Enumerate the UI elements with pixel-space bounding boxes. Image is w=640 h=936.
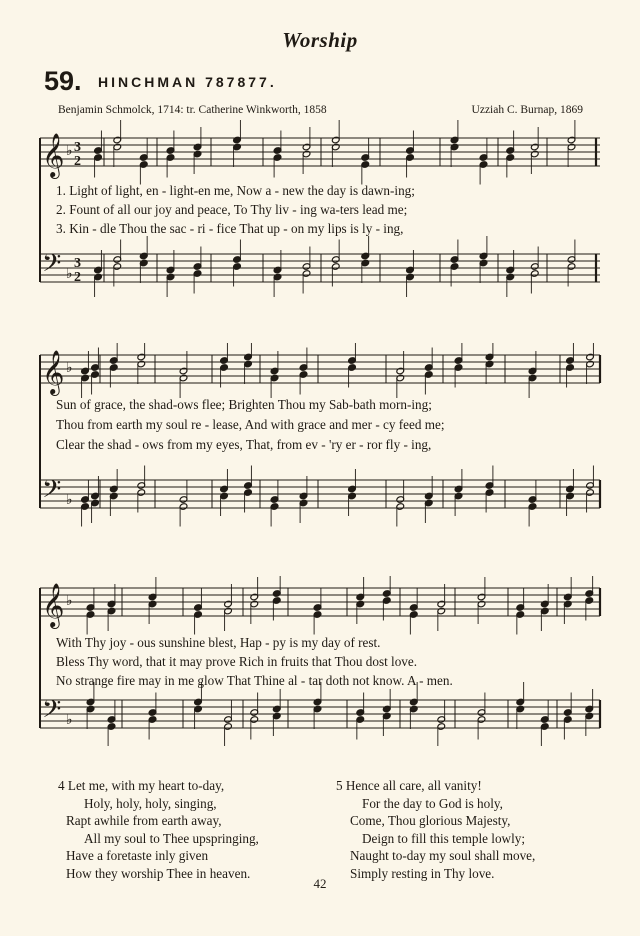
words-credit: Benjamin Schmolck, 1714: tr. Catherine Winkworth, 1858 <box>58 104 327 116</box>
music-system-1 <box>0 118 640 308</box>
lyric-line-2: 2. Fount of all our joy and peace, To Thy liv - ing wa-ters lead me; <box>56 202 408 217</box>
flat-icon: ♭ <box>66 593 73 609</box>
stanza-4 <box>58 777 259 882</box>
stanza-line: All my soul to Thee upspringing, <box>84 830 259 846</box>
flat-icon: ♭ <box>66 360 73 376</box>
stanza-line: 5 Hence all care, all vanity! <box>336 778 482 793</box>
flat-icon: ♭ <box>66 492 73 508</box>
lyric-line-1: Sun of grace, the shad-ows flee; Brighten Thou my Sab-bath morn-ing; <box>56 397 432 412</box>
stanza-line: Have a foretaste inly given <box>66 848 209 863</box>
stanza-line: Come, Thou glorious Majesty, <box>350 813 511 828</box>
stanza-line: Naught to-day my soul shall move, <box>350 848 536 863</box>
bass-clef-icon: 𝄢 <box>42 249 62 284</box>
treble-clef-icon: 𝄞 <box>42 350 65 394</box>
flat-icon: ♭ <box>66 712 73 728</box>
time-signature-icon: 3 <box>74 140 81 155</box>
flat-icon: ♭ <box>66 143 73 159</box>
lyric-line-2: Thou from earth my soul re - lease, And with grace and mer - cy feed me; <box>56 417 445 432</box>
stanza-line: Rapt awhile from earth away, <box>66 813 222 828</box>
stanza-line: How they worship Thee in heaven. <box>66 865 251 881</box>
stanza-line: 4 Let me, with my heart to-day, <box>58 778 225 793</box>
tune-name: HINCHMAN 787877. <box>98 74 277 90</box>
lyric-line-3: No strange fire may in me glow That Thine al - tar doth not know. A - men. <box>56 673 453 688</box>
stanza-5 <box>336 777 535 882</box>
lyric-line-2: Bless Thy word, that it may prove Rich in fruits that Thou dost love. <box>56 654 418 669</box>
stanza-line: For the day to God is holy, <box>362 795 503 811</box>
music-system-3 <box>0 576 640 746</box>
lyric-line-1: With Thy joy - ous sunshine blest, Hap - py is my day of rest. <box>56 635 381 650</box>
time-signature-icon: 2 <box>74 270 81 285</box>
hymn-number: 59. <box>44 66 82 96</box>
page-title: Worship <box>282 28 358 52</box>
stanza-line: Deign to fill this temple lowly; <box>362 830 525 846</box>
stanza-line: Simply resting in Thy love. <box>350 865 495 881</box>
flat-icon: ♭ <box>66 266 73 282</box>
treble-clef-icon: 𝄞 <box>42 133 65 177</box>
stanza-line: Holy, holy, holy, singing, <box>84 795 217 811</box>
lyric-line-3: Clear the shad - ows from my eyes, That, from ev - 'ry er - ror fly - ing, <box>56 437 432 452</box>
page-number: 42 <box>313 876 327 891</box>
treble-clef-icon: 𝄞 <box>42 583 65 627</box>
lyric-line-1: 1. Light of light, en - light-en me, Now a - new the day is dawn-ing; <box>56 183 415 198</box>
time-signature-icon: 2 <box>74 154 81 169</box>
bass-clef-icon: 𝄢 <box>42 475 62 510</box>
bass-clef-icon: 𝄢 <box>42 695 62 730</box>
music-credit: Uzziah C. Burnap, 1869 <box>471 104 583 116</box>
time-signature-icon: 3 <box>74 256 81 271</box>
lyric-line-3: 3. Kin - dle Thou the sac - ri - fice That up - on my lips is ly - ing, <box>56 221 404 236</box>
music-system-2 <box>0 343 640 533</box>
